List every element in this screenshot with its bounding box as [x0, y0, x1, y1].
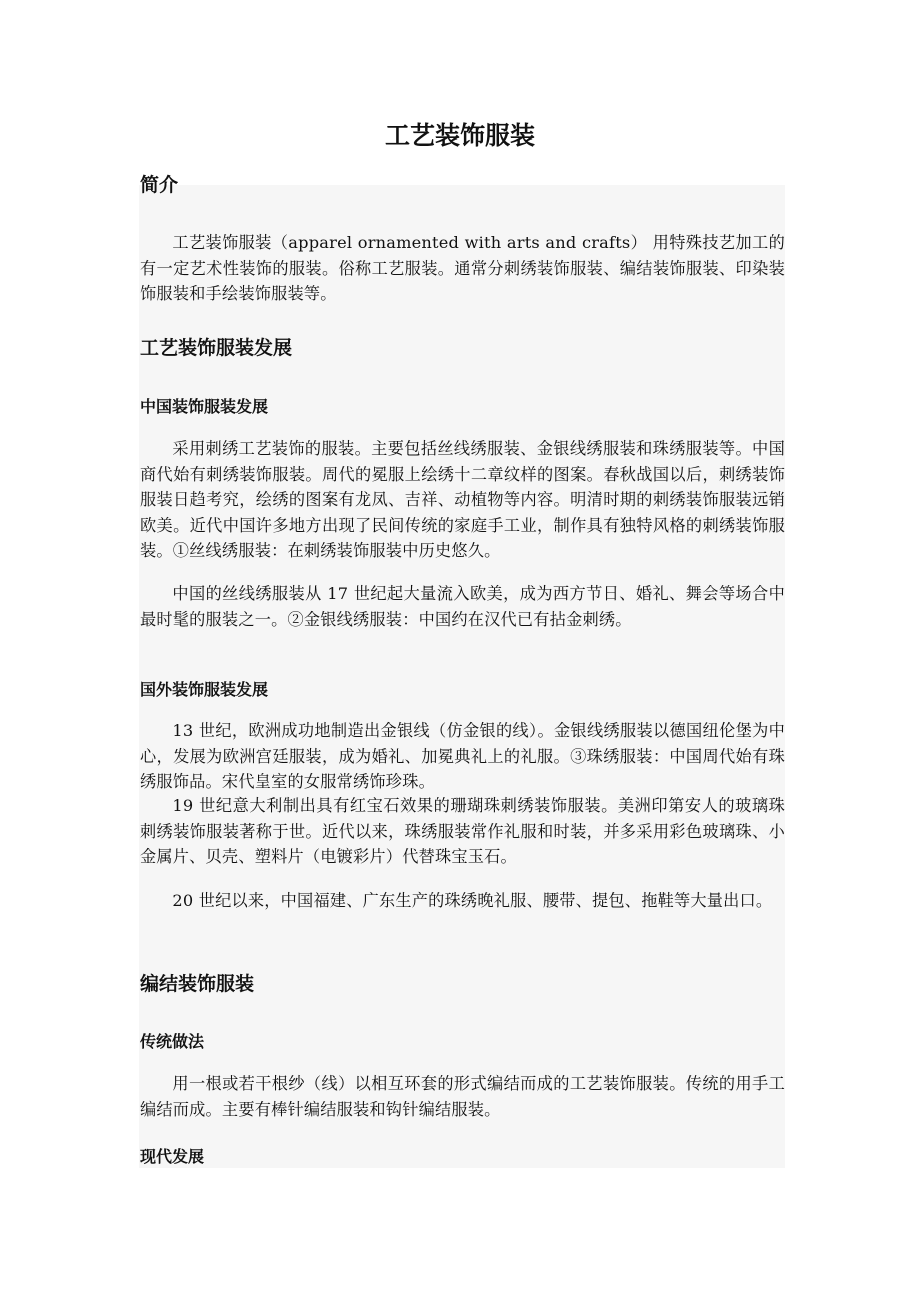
content-background — [139, 185, 785, 1168]
traditional-method-heading: 传统做法 — [140, 1032, 205, 1051]
china-development-heading: 中国装饰服装发展 — [140, 397, 269, 416]
traditional-paragraph: 用一根或若干根纱（线）以相互环套的形式编结而成的工艺装饰服装。传统的用手工编结而成。主要有棒针编结服装和钩针编结服装。 — [140, 1074, 785, 1119]
intro-paragraph: 工艺装饰服装（apparel ornamented with arts and crafts） 用特殊技艺加工的有一定艺术性装饰的服装。俗称工艺服装。通常分刺绣装饰服装、编结装饰服装、印染装饰服装和手绘装饰服装等。 — [140, 233, 785, 304]
foreign-paragraph-1: 13 世纪，欧洲成功地制造出金银线（仿金银的线）。金银线绣服装以德国纽伦堡为中心，发展为欧洲宫廷服装，成为婚礼、加冕典礼上的礼服。③珠绣服装：中国周代始有珠绣服饰品。宋代皇室的女服常绣饰珍珠。 — [140, 721, 785, 792]
foreign-paragraph-2: 19 世纪意大利制出具有红宝石效果的珊瑚珠刺绣装饰服装。美洲印第安人的玻璃珠刺绣装饰服装著称于世。近代以来，珠绣服装常作礼服和时装，并多采用彩色玻璃珠、小金属片、贝壳、塑料片（电镀彩片）代替珠宝玉石。 — [140, 796, 785, 867]
modern-development-heading: 现代发展 — [140, 1147, 205, 1166]
china-paragraph-2: 中国的丝线绣服装从 17 世纪起大量流入欧美，成为西方节日、婚礼、舞会等场合中最时髦的服装之一。②金银线绣服装：中国约在汉代已有拈金刺绣。 — [140, 584, 785, 629]
document-title: 工艺装饰服装 — [384, 121, 535, 150]
development-heading: 工艺装饰服装发展 — [140, 337, 293, 359]
china-paragraph-1: 采用刺绣工艺装饰的服装。主要包括丝线绣服装、金银线绣服装和珠绣服装等。中国商代始有刺绣装饰服装。周代的冕服上绘绣十二章纹样的图案。春秋战国以后，刺绣装饰服装日趋考究，绘绣的图案有龙凤、吉祥、动植物等内容。明清时期的刺绣装饰服装远销欧美。近代中国许多地方出现了民间传统的家庭手工业，制作具有独特风格的刺绣装饰服装。①丝线绣服装：在刺绣装饰服装中历史悠久。 — [140, 439, 785, 561]
foreign-development-heading: 国外装饰服装发展 — [140, 680, 269, 699]
knitting-heading: 编结装饰服装 — [140, 973, 255, 995]
foreign-paragraph-3: 20 世纪以来，中国福建、广东生产的珠绣晚礼服、腰带、提包、拖鞋等大量出口。 — [172, 891, 773, 910]
intro-heading: 简介 — [140, 174, 179, 196]
